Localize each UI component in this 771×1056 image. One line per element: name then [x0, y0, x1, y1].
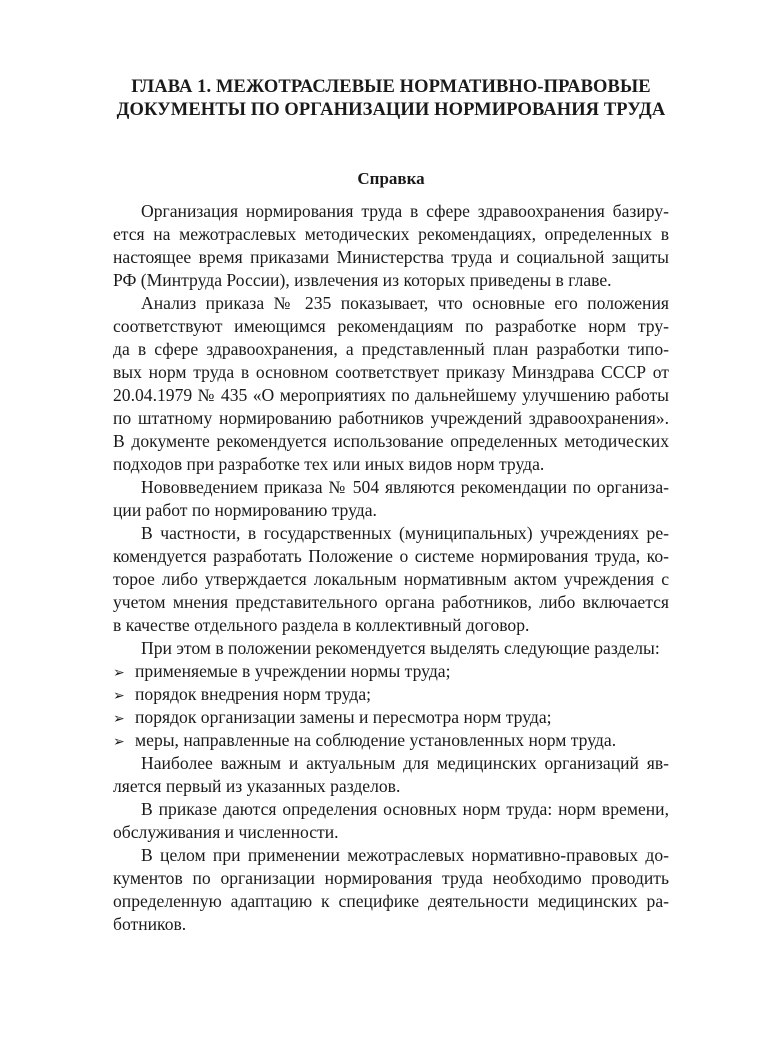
text-line: учетом мнения представительного органа работников, либо включается: [113, 592, 669, 612]
text-line: Организация нормирования труда в сфере здравоохранения базиру-: [141, 201, 669, 221]
text-line: ции работ по нормированию труда.: [113, 500, 377, 520]
text-line: ляется первый из указанных разделов.: [113, 776, 401, 796]
text-line: При этом в положении рекомендуется выделять следующие разделы:: [141, 638, 660, 658]
text-line: по штатному нормированию работников учреждений здравоохранения».: [113, 408, 669, 428]
text-line: ется на межотраслевых методических рекомендациях, определенных в: [113, 224, 669, 244]
list-item: [113, 706, 669, 729]
arrowhead-bullet-icon: ➢: [113, 665, 125, 681]
text-line: В документе рекомендуется использование определенных методических: [113, 431, 669, 451]
text-line: ботников.: [113, 914, 187, 934]
text-line: да в сфере здравоохранения, а представленный план разработки типо-: [113, 339, 669, 359]
text-line: РФ (Минтруда России), извлечения из которых приведены в главе.: [113, 270, 612, 290]
text-line: обслуживания и численности.: [113, 822, 339, 842]
text-line: 20.04.1979 № 435 «О мероприятиях по дальнейшему улучшению работы: [113, 385, 669, 405]
text-line: кументов по организации нормирования труда необходимо проводить: [113, 868, 669, 888]
text-line: подходов при разработке тех или иных видов норм труда.: [113, 454, 545, 474]
arrowhead-bullet-icon: ➢: [113, 711, 125, 727]
text-line: в качестве отдельного раздела в коллективный договор.: [113, 615, 530, 635]
list-item-text: порядок организации замены и пересмотра норм труда;: [135, 707, 552, 727]
list-item-text: применяемые в учреждении нормы труда;: [135, 661, 451, 681]
arrowhead-bullet-icon: ➢: [113, 688, 125, 704]
text-line: определенную адаптацию к специфике деятельности медицинских ра-: [113, 891, 669, 911]
text-line: комендуется разработать Положение о системе нормирования труда, ко-: [113, 546, 669, 566]
list-item: [113, 660, 669, 683]
text-line: вых норм труда в основном соответствует приказу Минздрава СССР от: [113, 362, 669, 382]
section-heading: Справка: [357, 169, 425, 188]
text-line: В частности, в государственных (муниципальных) учреждениях ре-: [141, 523, 669, 543]
text-line: В целом при применении межотраслевых нормативно-правовых до-: [141, 845, 669, 865]
text-line: В приказе даются определения основных норм труда: норм времени,: [141, 799, 669, 819]
body-text: [113, 200, 669, 936]
text-line: Наиболее важным и актуальным для медицинских организаций яв-: [141, 753, 669, 773]
chapter-title-line: ГЛАВА 1. МЕЖОТРАСЛЕВЫЕ НОРМАТИВНО-ПРАВОВЫЕ: [131, 77, 651, 97]
chapter-title-line: ДОКУМЕНТЫ ПО ОРГАНИЗАЦИИ НОРМИРОВАНИЯ ТРУДА: [116, 100, 666, 120]
text-line: соответствуют имеющимся рекомендациям по разработке норм тру-: [113, 316, 669, 336]
text-line: торое либо утверждается локальным нормативным актом учреждения с: [113, 569, 669, 589]
list-item: [113, 683, 669, 706]
list-item-text: порядок внедрения норм труда;: [135, 684, 372, 704]
chapter-title: [113, 76, 669, 122]
document-page: [113, 76, 669, 936]
text-line: настоящее время приказами Министерства труда и социальной защиты: [113, 247, 669, 267]
arrowhead-bullet-icon: ➢: [113, 734, 125, 750]
list-item-text: меры, направленные на соблюдение установленных норм труда.: [135, 730, 617, 750]
text-line: Анализ приказа № 235 показывает, что основные его положения: [141, 293, 669, 313]
text-line: Нововведением приказа № 504 являются рекомендации по организа-: [141, 477, 669, 497]
list-item: [113, 729, 669, 752]
